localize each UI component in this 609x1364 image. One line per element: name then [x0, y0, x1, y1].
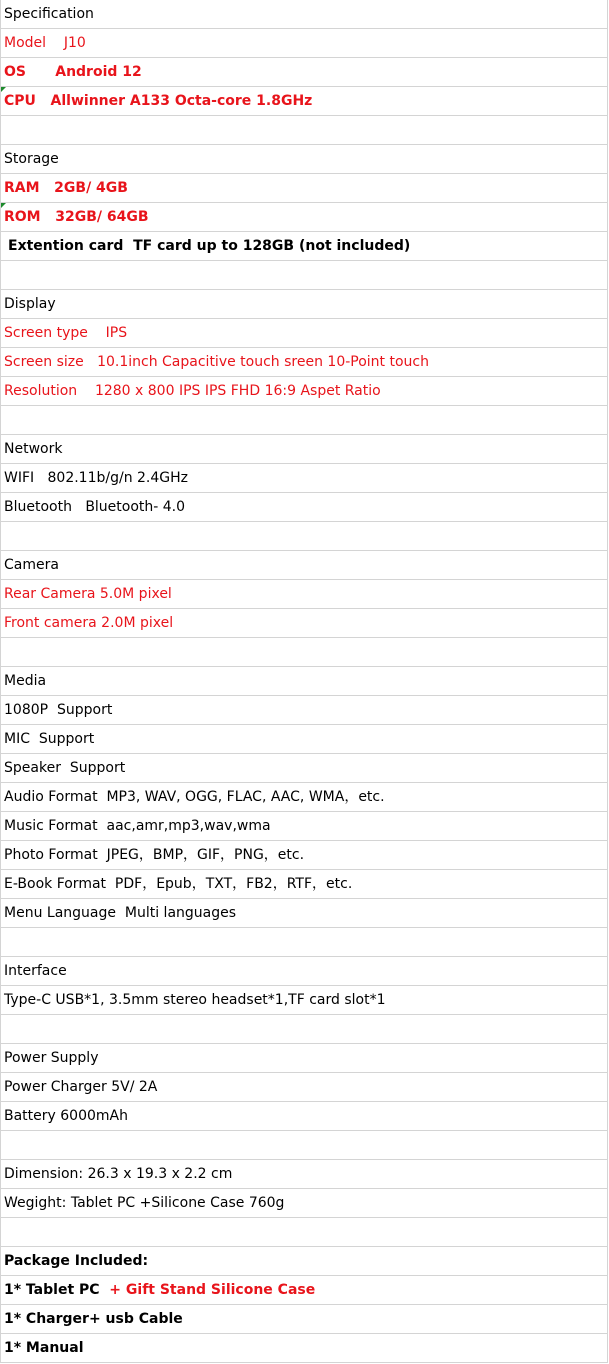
spec-text: Media — [4, 673, 47, 689]
spec-text: Power Charger 5V/ 2A — [4, 1079, 158, 1095]
spec-text-highlight: + Gift Stand Silicone Case — [109, 1282, 316, 1298]
spec-text: OS Android 12 — [4, 64, 142, 80]
spec-text: 1* Charger+ usb Cable — [4, 1311, 183, 1327]
spec-row — [1, 1334, 607, 1363]
spec-text: Network — [4, 441, 63, 457]
spacer-row — [1, 638, 607, 667]
spacer-row — [1, 116, 607, 145]
spec-text: Bluetooth Bluetooth- 4.0 — [4, 499, 186, 515]
spec-text: Music Format aac,amr,mp3,wav,wma — [4, 818, 271, 834]
spec-row — [1, 551, 607, 580]
spec-row — [1, 493, 607, 522]
spec-text: Photo Format JPEG，BMP，GIF，PNG，etc. — [4, 847, 305, 863]
spec-row — [1, 290, 607, 319]
spec-row — [1, 957, 607, 986]
spec-row — [1, 580, 607, 609]
spec-text: Dimension: 26.3 x 19.3 x 2.2 cm — [4, 1166, 233, 1182]
spec-text: 1* Manual — [4, 1340, 84, 1356]
spec-row — [1, 58, 607, 87]
spec-row — [1, 1044, 607, 1073]
spec-row — [1, 203, 607, 232]
cell-comment-marker — [1, 87, 6, 92]
spec-text: MIC Support — [4, 731, 95, 747]
spec-row — [1, 174, 607, 203]
spec-row — [1, 1189, 607, 1218]
spec-row — [1, 783, 607, 812]
spec-text: Package Included: — [4, 1253, 149, 1269]
spec-text: Resolution 1280 x 800 IPS IPS FHD 16:9 Aspet Ratio — [4, 383, 381, 399]
spec-row — [1, 29, 607, 58]
spacer-row — [1, 928, 607, 957]
spec-text: 1* Tablet PC — [4, 1282, 110, 1298]
spec-text: ROM 32GB/ 64GB — [4, 209, 149, 225]
spec-text: Screen type IPS — [4, 325, 128, 341]
spec-text: RAM 2GB/ 4GB — [4, 180, 128, 196]
cell-comment-marker — [1, 203, 6, 208]
spec-row — [1, 319, 607, 348]
spacer-row — [1, 1015, 607, 1044]
spec-row — [1, 812, 607, 841]
spec-text: Specification — [4, 6, 94, 22]
spec-row — [1, 870, 607, 899]
spec-row — [1, 696, 607, 725]
spacer-row — [1, 406, 607, 435]
spec-row — [1, 1102, 607, 1131]
spec-row — [1, 725, 607, 754]
spec-text: Extention card TF card up to 128GB (not included) — [8, 238, 411, 254]
spec-row — [1, 348, 607, 377]
spec-row — [1, 1276, 607, 1305]
spec-row — [1, 754, 607, 783]
spec-row — [1, 1160, 607, 1189]
spec-text: Model J10 — [4, 35, 86, 51]
spec-row — [1, 0, 607, 29]
spec-text: 1080P Support — [4, 702, 113, 718]
spec-row — [1, 667, 607, 696]
spec-text: Interface — [4, 963, 67, 979]
spacer-row — [1, 261, 607, 290]
spec-row — [1, 435, 607, 464]
spec-row — [1, 609, 607, 638]
spec-text: Speaker Support — [4, 760, 126, 776]
spec-text: CPU Allwinner A133 Octa-core 1.8GHz — [4, 93, 313, 109]
spec-row — [1, 899, 607, 928]
spec-text: Audio Format MP3, WAV, OGG, FLAC, AAC, WMA，etc. — [4, 789, 385, 805]
spec-row — [1, 464, 607, 493]
spec-text: WIFI 802.11b/g/n 2.4GHz — [4, 470, 189, 486]
spec-row — [1, 145, 607, 174]
spec-row — [1, 232, 607, 261]
spec-text: Menu Language Multi languages — [4, 905, 237, 921]
spacer-row — [1, 1131, 607, 1160]
spec-text: Battery 6000mAh — [4, 1108, 128, 1124]
spacer-row — [1, 1218, 607, 1247]
spec-text: Camera — [4, 557, 59, 573]
spec-row — [1, 986, 607, 1015]
spacer-row — [1, 522, 607, 551]
spec-row — [1, 1247, 607, 1276]
spec-row — [1, 1073, 607, 1102]
spec-text: Front camera 2.0M pixel — [4, 615, 174, 631]
spec-text: Rear Camera 5.0M pixel — [4, 586, 172, 602]
spec-row — [1, 1305, 607, 1334]
spec-text: E-Book Format PDF，Epub，TXT，FB2，RTF，etc. — [4, 876, 353, 892]
spec-text: Type-C USB*1, 3.5mm stereo headset*1,TF card slot*1 — [4, 992, 386, 1008]
spec-text: Storage — [4, 151, 59, 167]
spec-text: Screen size 10.1inch Capacitive touch sreen 10-Point touch — [4, 354, 429, 370]
spec-row — [1, 87, 607, 116]
spec-text: Display — [4, 296, 56, 312]
spec-text: Wegight: Tablet PC +Silicone Case 760g — [4, 1195, 285, 1211]
spec-row — [1, 841, 607, 870]
spec-text: Power Supply — [4, 1050, 99, 1066]
spec-row — [1, 377, 607, 406]
